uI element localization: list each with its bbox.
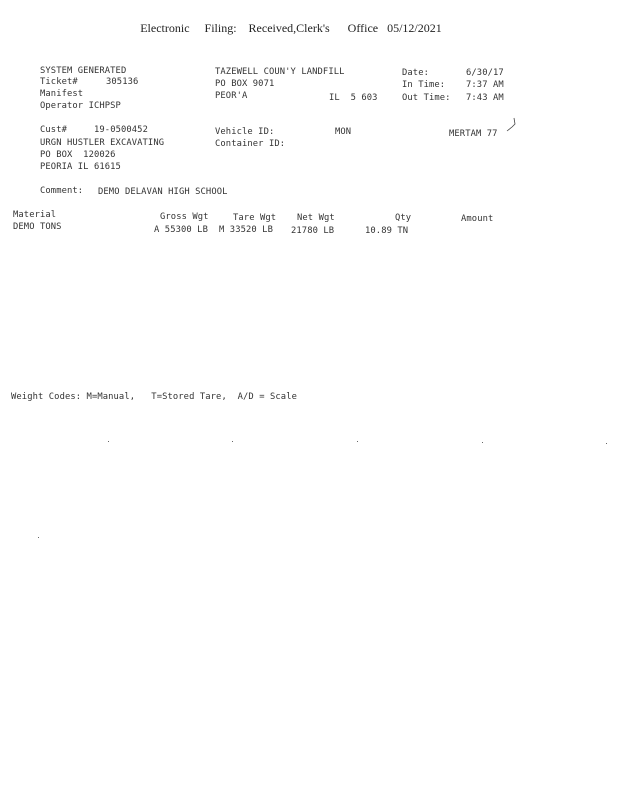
row-gross-weight: A 55300 LB	[154, 225, 208, 235]
customer-name: URGN HUSTLER EXCAVATING	[40, 138, 165, 148]
quantity-header: Qty	[395, 213, 412, 223]
customer-po-box: PO BOX 120026	[40, 150, 116, 160]
row-quantity: 10.89 TN	[365, 226, 409, 236]
row-tare-weight: M 33520 LB	[219, 225, 273, 235]
vehicle-id-label: Vehicle ID:	[215, 127, 275, 137]
date-value: 6/30/17	[466, 68, 504, 78]
comment-text: DEMO DELAVAN HIGH SCHOOL	[98, 187, 228, 197]
comment-label: Comment:	[40, 186, 84, 196]
customer-number: 19-0500452	[94, 125, 148, 135]
scan-speck	[606, 443, 607, 444]
scan-speck	[232, 441, 233, 442]
scan-speck	[482, 442, 483, 443]
company-state-zip: IL 5 603	[329, 93, 378, 103]
tare-weight-header: Tare Wgt	[233, 213, 277, 223]
scan-speck	[108, 441, 109, 442]
customer-label: Cust#	[40, 125, 67, 135]
out-time-label: Out Time:	[402, 93, 451, 103]
gross-weight-header: Gross Wgt	[160, 212, 209, 222]
ticket-label: Ticket#	[40, 77, 78, 87]
container-id-label: Container ID:	[215, 139, 286, 149]
vehicle-extra-label: MERTAM 77	[449, 129, 498, 139]
weight-codes-legend: Weight Codes: M=Manual, T=Stored Tare, A/D = Scale	[11, 392, 297, 402]
company-city: PEOR'A	[215, 91, 248, 101]
ticket-number: 305136	[106, 77, 139, 87]
scan-speck	[357, 441, 358, 442]
company-name: TAZEWELL COUN'Y LANDFILL	[215, 67, 345, 77]
in-time-label: In Time:	[402, 80, 446, 90]
date-label: Date:	[402, 68, 429, 78]
pen-mark	[505, 117, 517, 137]
customer-city: PEORIA IL 61615	[40, 162, 121, 172]
vehicle-id-value: MON	[335, 127, 352, 137]
company-po-box: PO BOX 9071	[215, 79, 275, 89]
scan-speck	[38, 537, 39, 538]
filing-stamp: Electronic Filing: Received,Clerk's Office 05/12/2021	[140, 21, 442, 35]
amount-header: Amount	[461, 214, 494, 224]
material-header: Material	[13, 210, 57, 220]
operator-label: Operator ICHPSP	[40, 101, 121, 111]
row-material: DEMO TONS	[13, 222, 62, 232]
row-net-weight: 21780 LB	[291, 226, 335, 236]
in-time-value: 7:37 AM	[466, 80, 504, 90]
manifest-label: Manifest	[40, 89, 84, 99]
out-time-value: 7:43 AM	[466, 93, 504, 103]
net-weight-header: Net Wgt	[297, 213, 335, 223]
system-generated-label: SYSTEM GENERATED	[40, 66, 127, 76]
